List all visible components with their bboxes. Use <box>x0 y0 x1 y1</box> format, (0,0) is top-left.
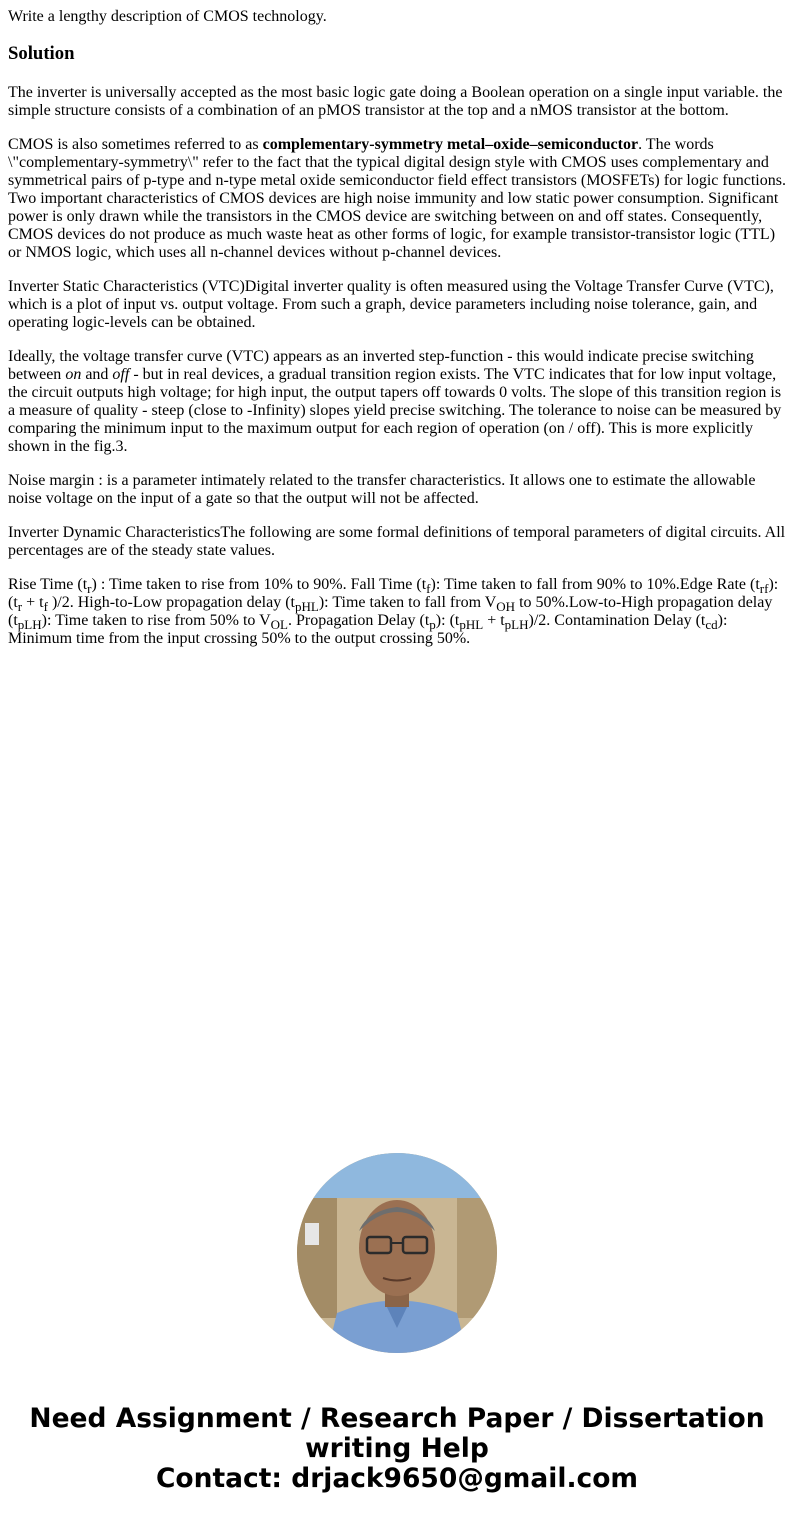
text: . The words \"complementary-symmetry\" refer to the fact that the typical digital design style with CMOS uses complementary and symmetrical pairs of p-type and n-type metal oxide semiconductor field effect transistors (MOSFETs) for logic functions. Two important characteristics of CMOS devices are high noise immunity and low static power consumption. Significant power is only drawn while the transistors in the CMOS device are switching between on and off states. Consequently, CMOS devices do not produce as much waste heat as other forms of logic, for example transistor-transistor logic (TTL) or NMOS logic, which uses all n-channel devices without p-channel devices. <box>8 136 786 261</box>
paragraph-dynamic: Inverter Dynamic CharacteristicsThe following are some formal definitions of temporal parameters of digital circuits. All percentages are of the steady state values. <box>8 524 786 559</box>
text: )/2. High-to-Low propagation delay (t <box>47 594 295 611</box>
subscript: f <box>426 581 431 597</box>
text: ): Time taken to rise from 50% to V <box>41 612 271 629</box>
paragraph-inverter: The inverter is universally accepted as the most basic logic gate doing a Boolean operation on a single input variable. the simple structure consists of a combination of an pMOS transistor at the top and a nMOS transistor at the bottom. <box>8 84 783 119</box>
paragraph-ideal-vtc <box>8 348 786 456</box>
subscript: f <box>43 599 48 615</box>
italic-off: off <box>112 366 130 383</box>
text: + t <box>483 612 505 629</box>
paragraph-cmos <box>8 136 786 262</box>
text: and <box>81 366 113 383</box>
text: ): Time taken to fall from V <box>318 594 497 611</box>
subscript: cd <box>705 617 718 633</box>
italic-on: on <box>65 366 82 383</box>
text: ) : Time taken to rise from 10% to 90%. Fall Time (t <box>91 576 427 593</box>
subscript: OL <box>270 617 288 633</box>
text: ): (t <box>435 612 460 629</box>
answer-content <box>0 0 794 648</box>
promo-line: Need Assignment / Research Paper / Dissertation <box>29 1403 765 1434</box>
text: )/2. Contamination Delay (t <box>528 612 706 629</box>
text: CMOS is also sometimes referred to as <box>8 136 263 153</box>
promo-contact: Contact: drjack9650@gmail.com <box>155 1463 639 1494</box>
subscript: r <box>17 599 23 615</box>
text: ): Minimum time from the input crossing 50% to the output crossing 50%. <box>8 612 728 647</box>
text: + t <box>22 594 44 611</box>
solution-heading: Solution <box>8 43 75 64</box>
text: . Propagation Delay (t <box>288 612 430 629</box>
text: Rise Time (t <box>8 576 88 593</box>
promo-banner <box>0 1404 794 1494</box>
subscript: p <box>429 617 436 633</box>
promo-line: writing Help <box>305 1433 489 1464</box>
subscript: pLH <box>504 617 529 633</box>
subscript: rf <box>759 581 769 597</box>
text: ): Time taken to fall from 90% to 10%.Edge Rate (t <box>430 576 760 593</box>
paragraph-timing-definitions <box>8 576 786 648</box>
text: - but in real devices, a gradual transition region exists. The VTC indicates that for low input voltage, the circuit outputs high voltage; for high input, the output tapers off towards 0 volts. The slope of this transition region is a measure of quality - steep (close to -Infinity) slopes yield precise switching. The tolerance to noise can be measured by comparing the minimum input to the maximum output for each region of operation (on / off). This is more explicitly shown in the fig.3. <box>8 366 782 455</box>
subscript: r <box>87 581 92 597</box>
text: Ideally, the voltage transfer curve (VTC) appears as an inverted step-function - this would indicate precise switching between <box>8 348 754 383</box>
question-text: Write a lengthy description of CMOS technology. <box>8 8 327 25</box>
text: ): (t <box>8 576 779 611</box>
subscript: OH <box>496 599 516 615</box>
bold-term: complementary-symmetry metal–oxide–semiconductor <box>262 136 639 153</box>
paragraph-noise-margin: Noise margin : is a parameter intimately related to the transfer characteristics. It allows one to estimate the allowable noise voltage on the input of a gate so that the output will not be affected. <box>8 472 756 507</box>
subscript: pLH <box>17 617 42 633</box>
paragraph-vtc: Inverter Static Characteristics (VTC)Digital inverter quality is often measured using the Voltage Transfer Curve (VTC), which is a plot of input vs. output voltage. From such a graph, device parameters including noise tolerance, gain, and operating logic-levels can be obtained. <box>8 278 774 331</box>
author-photo <box>297 1153 497 1353</box>
portrait-image <box>297 1153 497 1353</box>
subscript: pHL <box>459 617 484 633</box>
text: to 50%.Low-to-High propagation delay (t <box>8 594 773 629</box>
subscript: pHL <box>294 599 319 615</box>
